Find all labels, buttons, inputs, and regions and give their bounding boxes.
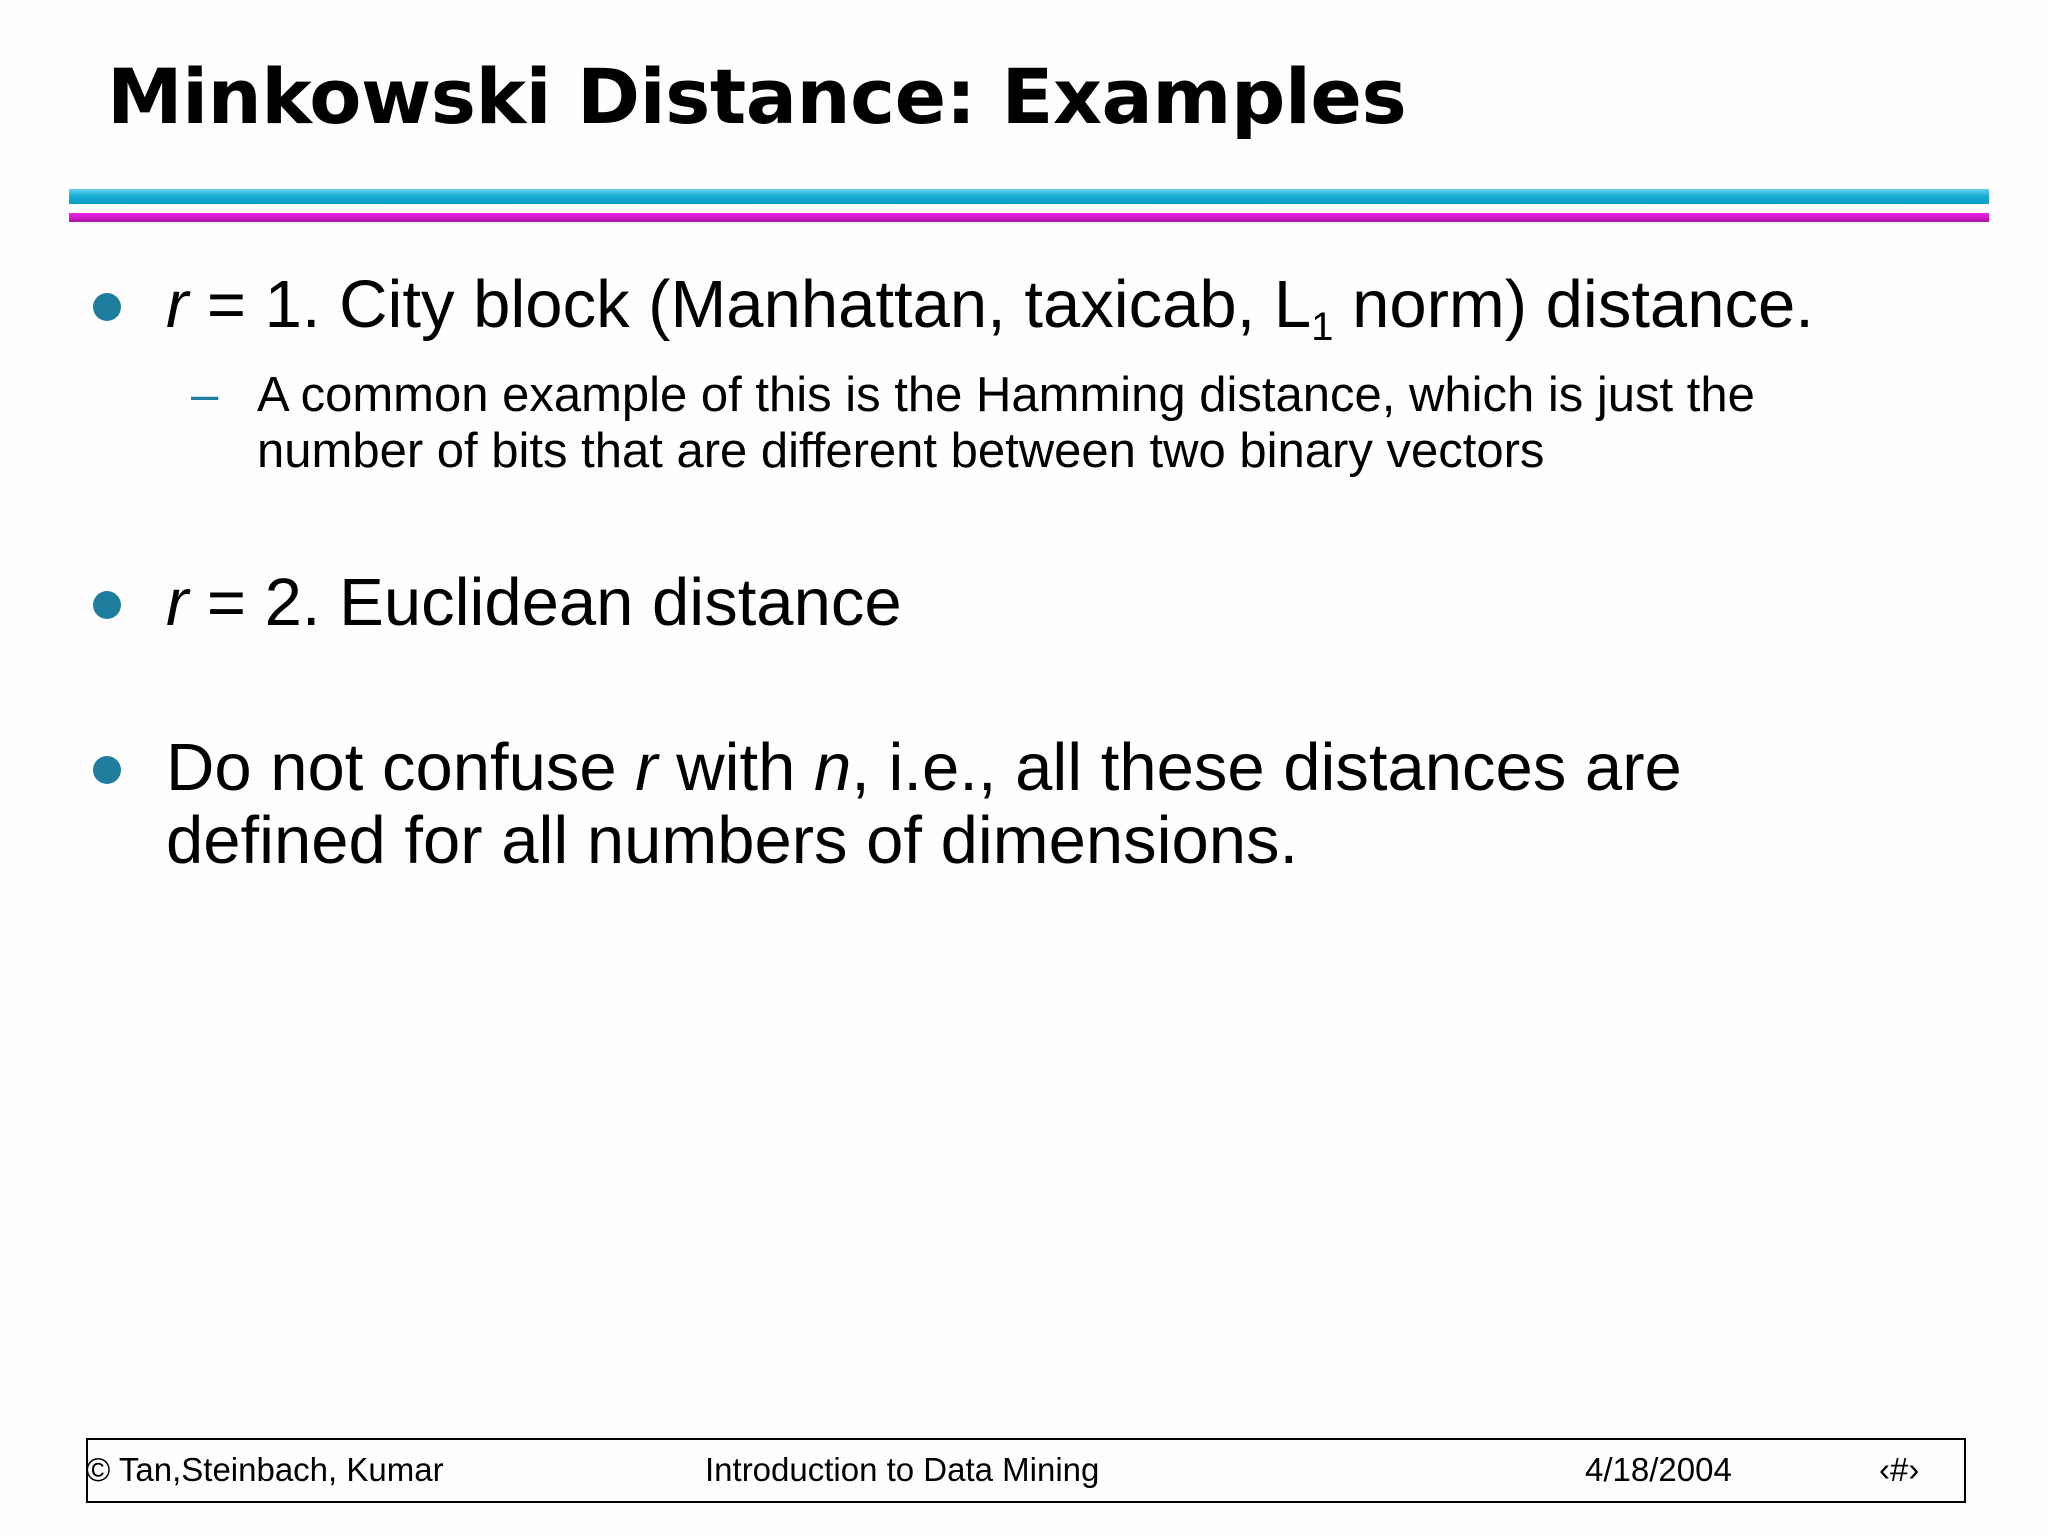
footer-course-title: Introduction to Data Mining (705, 1451, 1100, 1488)
footer-date: 4/18/2004 (1585, 1451, 1732, 1488)
footer-copyright: © Tan,Steinbach, Kumar (86, 1451, 444, 1488)
var-n: n (814, 730, 852, 805)
title-divider-cyan (69, 189, 1989, 204)
bullet-3-text-part: , i.e., all these distances are (851, 730, 1682, 805)
sub-bullet-line-2: number of bits that are different between two binary vectors (257, 424, 1545, 478)
slide-footer (86, 1438, 1966, 1503)
sub-bullet-dash: – (191, 368, 219, 422)
sub-bullet-line-1: A common example of this is the Hamming distance, which is just the (257, 368, 1755, 422)
bullet-3-line-1 (166, 731, 1682, 805)
bullet-1-text-part: = 1. City block (Manhattan, taxicab, L (188, 267, 1312, 342)
bullet-3-text-part: with (657, 730, 814, 805)
footer-page-number: ‹#› (1879, 1451, 1920, 1488)
bullet-3-text-part: Do not confuse (166, 730, 636, 805)
var-r: r (166, 565, 189, 640)
bullet-2-text (166, 566, 902, 640)
bullet-2-text-part: = 2. Euclidean distance (188, 565, 902, 640)
bullet-1-text (166, 267, 1814, 349)
bullet-dot (93, 293, 121, 321)
l1-subscript: 1 (1311, 303, 1334, 349)
var-r: r (166, 267, 189, 342)
title-divider-magenta (69, 213, 1989, 222)
bullet-3-line-2: defined for all numbers of dimensions. (166, 803, 1299, 878)
slide-title: Minkowski Distance: Examples (107, 52, 1407, 141)
var-r: r (635, 730, 658, 805)
bullet-dot (93, 591, 121, 619)
bullet-dot (93, 756, 121, 784)
bullet-1-text-part: norm) distance. (1333, 267, 1814, 342)
